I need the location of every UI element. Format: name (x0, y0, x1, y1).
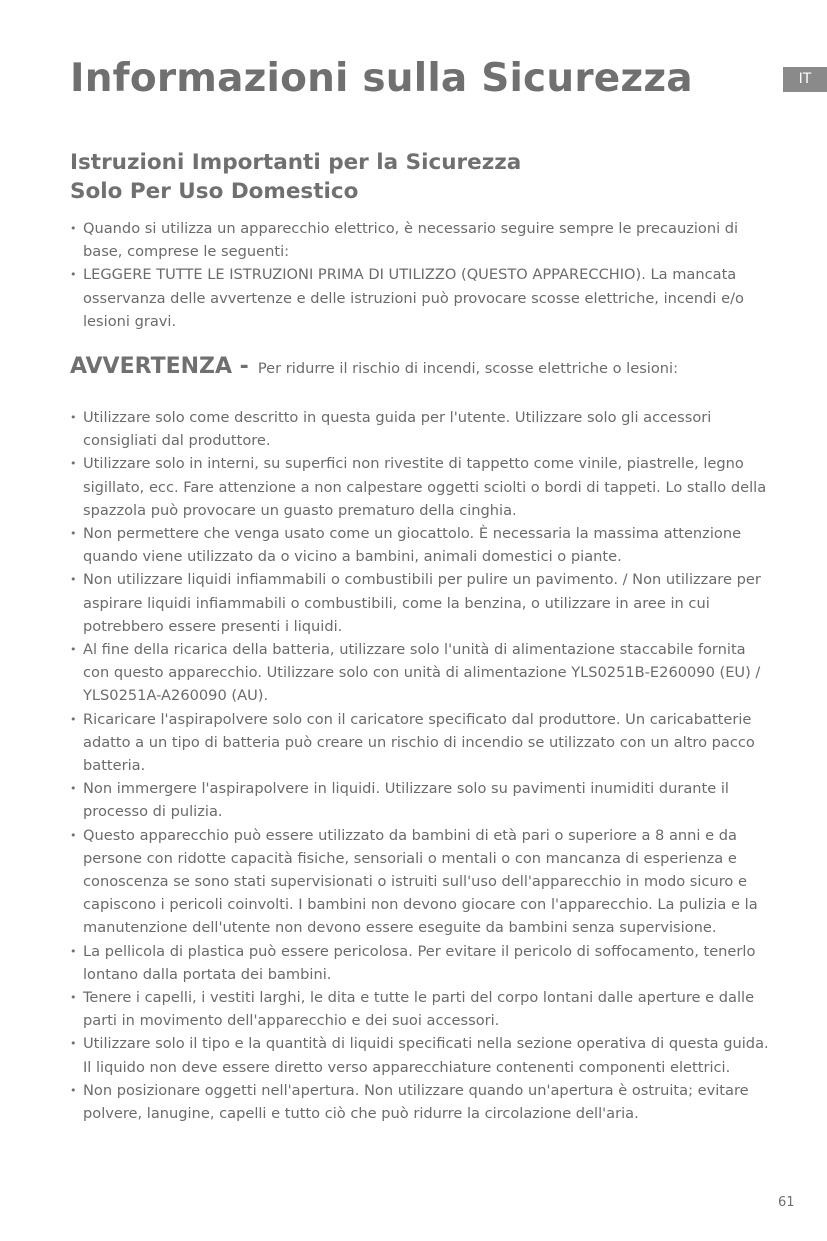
warning-item: • Utilizzare solo il tipo e la quantità di liquidi specificati nella sezione operativa di questa guida. Il liquido non deve essere diretto verso apparecchiature contenenti componenti elettrici. (70, 1032, 770, 1078)
intro-item: • LEGGERE TUTTE LE ISTRUZIONI PRIMA DI UTILIZZO (QUESTO APPARECCHIO). La mancata osservanza delle avvertenze e delle istruzioni può provocare scosse elettriche, incendi e/o lesioni gravi. (70, 263, 770, 333)
warning-item: • Tenere i capelli, i vestiti larghi, le dita e tutte le parti del corpo lontani dalle aperture e dalle parti in movimento dell'apparecchio e dei suoi accessori. (70, 986, 770, 1032)
intro-item: • Quando si utilizza un apparecchio elettrico, è necessario seguire sempre le precauzioni di base, comprese le seguenti: (70, 217, 770, 263)
page-title: Informazioni sulla Sicurezza (70, 56, 693, 101)
warning-list (70, 406, 770, 1125)
warning-text: Per ridurre il rischio di incendi, scosse elettriche o lesioni: (257, 360, 678, 377)
warning-item: • Non utilizzare liquidi infiammabili o combustibili per pulire un pavimento. / Non utilizzare per aspirare liquidi infiammabili o combustibili, come la benzina, o utilizzare in aree in cui potrebbero essere presenti i liquidi. (70, 568, 770, 638)
warning-item: • Non posizionare oggetti nell'apertura. Non utilizzare quando un'apertura è ostruita; evitare polvere, lanugine, capelli e tutto ciò che può ridurre la circolazione dell'aria. (70, 1079, 770, 1125)
subtitle-line-2: Solo Per Uso Domestico (70, 179, 359, 204)
warning-item: • Utilizzare solo come descritto in questa guida per l'utente. Utilizzare solo gli accessori consigliati dal produttore. (70, 406, 770, 452)
section-subtitle (70, 148, 770, 206)
warning-item: • Questo apparecchio può essere utilizzato da bambini di età pari o superiore a 8 anni e da persone con ridotte capacità fisiche, sensoriali o mentali o con mancanza di esperienza e conoscenza se sono stati supervisionati o istruiti sull'uso dell'apparecchio in modo sicuro e capiscono i pericoli coinvolti. I bambini non devono giocare con l'apparecchio. La pulizia e la manutenzione dell'utente non devono essere eseguite da bambini senza supervisione. (70, 824, 770, 940)
warning-item: • Ricaricare l'aspirapolvere solo con il caricatore specificato dal produttore. Un caricabatterie adatto a un tipo di batteria può creare un rischio di incendio se utilizzato con un altro pacco batteria. (70, 708, 770, 778)
warning-heading (70, 354, 790, 379)
intro-list (70, 217, 770, 333)
warning-item: • Al fine della ricarica della batteria, utilizzare solo l'unità di alimentazione staccabile fornita con questo apparecchio. Utilizzare solo con unità di alimentazione YLS0251B-E260090 (EU) / YLS0251A-A260090 (AU). (70, 638, 770, 708)
language-tab: IT (783, 67, 827, 92)
warning-item: • La pellicola di plastica può essere pericolosa. Per evitare il pericolo di soffocamento, tenerlo lontano dalla portata dei bambini. (70, 940, 770, 986)
warning-label: AVVERTENZA - (70, 354, 249, 379)
warning-item: • Non permettere che venga usato come un giocattolo. È necessaria la massima attenzione quando viene utilizzato da o vicino a bambini, animali domestici o piante. (70, 522, 770, 568)
subtitle-line-1: Istruzioni Importanti per la Sicurezza (70, 150, 522, 175)
warning-item: • Utilizzare solo in interni, su superfici non rivestite di tappetto come vinile, piastrelle, legno sigillato, ecc. Fare attenzione a non calpestare oggetti sciolti o bordi di tappeti. Lo stallo della spazzola può provocare un guasto prematuro della cinghia. (70, 452, 770, 522)
warning-item: • Non immergere l'aspirapolvere in liquidi. Utilizzare solo su pavimenti inumiditi durante il processo di pulizia. (70, 777, 770, 823)
page-number: 61 (778, 1195, 795, 1210)
